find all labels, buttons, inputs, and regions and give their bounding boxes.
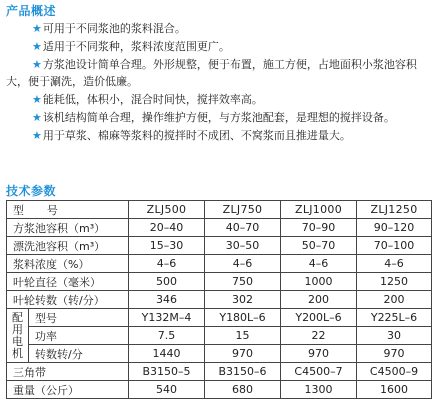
table-cell: 750 xyxy=(205,273,281,291)
row-label: 型号 xyxy=(29,309,129,327)
table-row xyxy=(7,255,432,273)
table-cell: B3150–6 xyxy=(205,363,281,381)
table-cell: 30 xyxy=(357,327,432,345)
table-cell: 15 xyxy=(205,327,281,345)
table-cell: 970 xyxy=(281,345,357,363)
star-icon: ★ xyxy=(32,93,42,106)
row-label: 三角带 xyxy=(7,363,129,381)
table-row xyxy=(7,219,432,237)
table-cell: ZLJ500 xyxy=(129,201,205,219)
spec-table xyxy=(6,200,432,399)
table-cell: 200 xyxy=(357,291,432,309)
star-icon: ★ xyxy=(32,129,42,142)
table-cell: 1440 xyxy=(129,345,205,363)
table-cell: Y180L–6 xyxy=(205,309,281,327)
table-cell: 1250 xyxy=(357,273,432,291)
table-cell: 15–30 xyxy=(129,237,205,255)
feature-item: ★方浆池设计简单合理。外形规整，便于布置，施工方便，占地面积小浆池容积大，便于涮洗，造价低廉。 xyxy=(6,58,417,88)
table-cell: 4–6 xyxy=(357,255,432,273)
table-cell: Y225L–6 xyxy=(357,309,432,327)
feature-item: ★能耗低，体积小，混合时间快，搅拌效率高。 xyxy=(32,93,263,106)
table-cell: 50–70 xyxy=(281,237,357,255)
table-cell: C4500–9 xyxy=(357,363,432,381)
feature-item: ★用于草浆、棉麻等浆料的搅拌时不成团、不窝浆而且推进量大。 xyxy=(32,129,351,142)
motor-group-label: 配 用 电 机 xyxy=(7,309,29,363)
table-cell: 20–40 xyxy=(129,219,205,237)
table-cell: 22 xyxy=(281,327,357,345)
table-cell: 970 xyxy=(205,345,281,363)
star-icon: ★ xyxy=(32,40,42,53)
table-row xyxy=(7,273,432,291)
feature-item: ★适用于不同浆种，浆料浓度范围更广。 xyxy=(32,40,230,53)
feature-item: ★可用于不同浆池的浆料混合。 xyxy=(32,22,186,35)
row-label: 叶轮直径（毫米） xyxy=(7,273,129,291)
table-row xyxy=(7,381,432,399)
table-cell: 200 xyxy=(281,291,357,309)
table-cell: 1300 xyxy=(281,381,357,399)
overview-title: 产品概述 xyxy=(6,4,57,18)
table-cell: Y200L–6 xyxy=(281,309,357,327)
table-cell: 1600 xyxy=(357,381,432,399)
table-row xyxy=(7,291,432,309)
table-cell: B3150–5 xyxy=(129,363,205,381)
row-label: 浆料浓度（%） xyxy=(7,255,129,273)
row-label: 转数转/分 xyxy=(29,345,129,363)
table-cell: ZLJ1000 xyxy=(281,201,357,219)
table-cell: 302 xyxy=(205,291,281,309)
star-icon: ★ xyxy=(32,22,42,35)
table-cell: 4–6 xyxy=(281,255,357,273)
table-cell: C4500–7 xyxy=(281,363,357,381)
table-cell: ZLJ750 xyxy=(205,201,281,219)
table-row xyxy=(7,309,432,327)
table-row xyxy=(7,363,432,381)
feature-item: ★该机结构简单合理，操作维护方便，与方浆池配套，是理想的搅拌设备。 xyxy=(32,111,395,124)
table-cell: ZLJ1250 xyxy=(357,201,432,219)
table-cell: 346 xyxy=(129,291,205,309)
table-cell: 7.5 xyxy=(129,327,205,345)
row-label: 叶轮转数（转/分） xyxy=(7,291,129,309)
table-cell: 500 xyxy=(129,273,205,291)
table-row xyxy=(7,201,432,219)
star-icon: ★ xyxy=(32,111,42,124)
table-cell: 90–120 xyxy=(357,219,432,237)
row-label: 功率 xyxy=(29,327,129,345)
table-cell: 680 xyxy=(205,381,281,399)
table-cell: 540 xyxy=(129,381,205,399)
table-row xyxy=(7,327,432,345)
table-cell: Y132M–4 xyxy=(129,309,205,327)
feature-list xyxy=(6,20,430,145)
star-icon: ★ xyxy=(32,58,42,71)
row-label: 重量（公斤） xyxy=(7,381,129,399)
table-cell: 30–50 xyxy=(205,237,281,255)
table-row xyxy=(7,345,432,363)
table-cell: 4–6 xyxy=(129,255,205,273)
table-cell: 70–100 xyxy=(357,237,432,255)
table-cell: 70–90 xyxy=(281,219,357,237)
table-cell: 4–6 xyxy=(205,255,281,273)
table-cell: 40–70 xyxy=(205,219,281,237)
specs-title: 技术参数 xyxy=(6,184,57,198)
table-cell: 1000 xyxy=(281,273,357,291)
model-header: 型 号 xyxy=(7,201,129,219)
row-label: 方浆池容积（m³） xyxy=(7,219,129,237)
row-label: 漂洗池容积（m³） xyxy=(7,237,129,255)
table-row xyxy=(7,237,432,255)
table-cell: 970 xyxy=(357,345,432,363)
